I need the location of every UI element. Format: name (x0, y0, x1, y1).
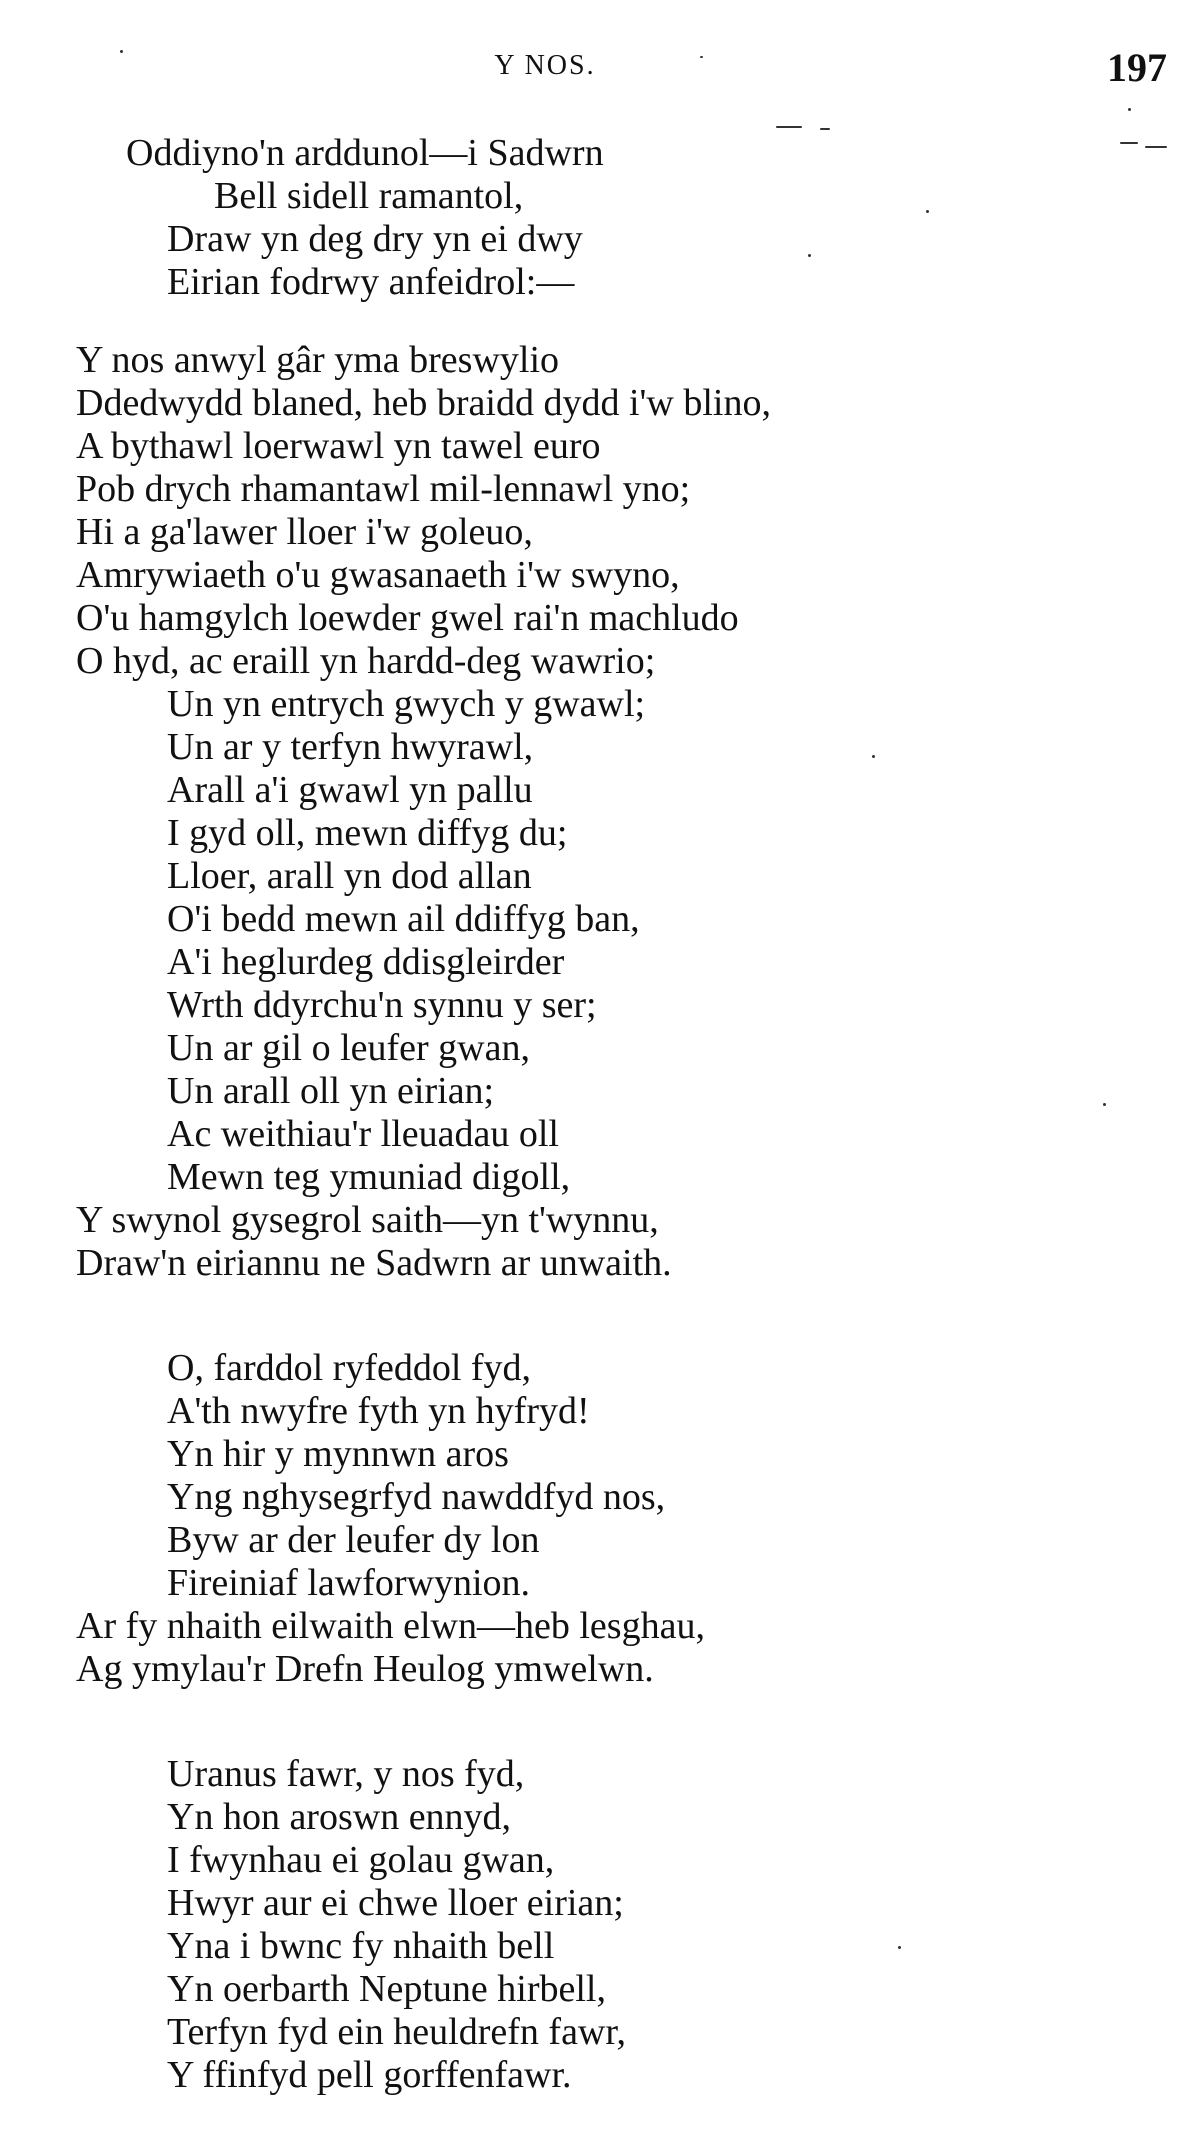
verse-line: I fwynhau ei golau gwan, (167, 1839, 555, 1881)
verse-line: Y nos anwyl gâr yma breswylio (76, 339, 559, 381)
verse-line: Un arall oll yn eirian; (167, 1070, 495, 1112)
verse-line: Byw ar der leufer dy lon (167, 1519, 540, 1561)
verse-line: Un ar y terfyn hwyrawl, (167, 726, 534, 768)
verse-line: Y ffinfyd pell gorffenfawr. (167, 2054, 572, 2096)
verse-line: O hyd, ac eraill yn hardd-deg wawrio; (76, 640, 656, 682)
scan-speck (700, 56, 703, 58)
verse-line: Yn hon aroswn ennyd, (167, 1796, 512, 1838)
verse-line: Bell sidell ramantol, (214, 175, 524, 217)
scan-speck (120, 50, 123, 53)
verse-line: Y swynol gysegrol saith—yn t'wynnu, (76, 1199, 659, 1241)
verse-line: O'i bedd mewn ail ddiffyg ban, (167, 898, 640, 940)
running-title: Y NOS. (494, 50, 596, 81)
verse-line: Yna i bwnc fy nhaith bell (167, 1925, 555, 1967)
verse-line: Ag ymylau'r Drefn Heulog ymwelwn. (76, 1648, 654, 1690)
verse-line: Hwyr aur ei chwe lloer eirian; (167, 1882, 624, 1924)
verse-line: Pob drych rhamantawl mil-lennawl yno; (76, 468, 691, 510)
verse-line: Draw'n eiriannu ne Sadwrn ar unwaith. (76, 1242, 672, 1284)
page-header (0, 44, 1197, 94)
verse-line: Yn hir y mynnwn aros (167, 1433, 509, 1475)
verse-line: A'th nwyfre fyth yn hyfryd! (167, 1390, 590, 1432)
verse-line: A'i heglurdeg ddisgleirder (167, 941, 565, 983)
scan-speck (808, 254, 811, 257)
verse-line: Lloer, arall yn dod allan (167, 855, 532, 897)
verse-line: Wrth ddyrchu'n synnu y ser; (167, 984, 597, 1026)
verse-line: Eirian fodrwy anfeidrol:— (167, 261, 575, 303)
verse-line: Mewn teg ymuniad digoll, (167, 1156, 571, 1198)
verse-line: Un ar gil o leufer gwan, (167, 1027, 530, 1069)
scan-speck (1145, 146, 1167, 148)
scan-speck (1128, 108, 1131, 111)
verse-line: O'u hamgylch loewder gwel rai'n machludo (76, 597, 739, 639)
verse-line: Yng nghysegrfyd nawddfyd nos, (167, 1476, 666, 1518)
verse-line: Hi a ga'lawer lloer i'w goleuo, (76, 511, 533, 553)
scan-speck (872, 755, 875, 758)
verse-line: Uranus fawr, y nos fyd, (167, 1753, 525, 1795)
verse-line: O, farddol ryfeddol fyd, (167, 1347, 532, 1389)
verse-line: Yn oerbarth Neptune hirbell, (167, 1968, 606, 2010)
verse-line: Un yn entrych gwych y gwawl; (167, 683, 646, 725)
scan-speck (1103, 1103, 1106, 1106)
verse-line: Ddedwydd blaned, heb braidd dydd i'w blino, (76, 382, 771, 424)
scan-speck (926, 210, 929, 213)
scan-speck (776, 126, 802, 128)
verse-line: A bythawl loerwawl yn tawel euro (76, 425, 601, 467)
scan-speck (898, 1946, 901, 1949)
verse-line: Amrywiaeth o'u gwasanaeth i'w swyno, (76, 554, 680, 596)
verse-line: Terfyn fyd ein heuldrefn fawr, (167, 2011, 627, 2053)
verse-line: Draw yn deg dry yn ei dwy (167, 218, 583, 260)
scan-speck (820, 128, 830, 130)
verse-line: Arall a'i gwawl yn pallu (167, 769, 533, 811)
verse-line: Ac weithiau'r lleuadau oll (167, 1113, 559, 1155)
verse-line: Oddiyno'n arddunol—i Sadwrn (126, 132, 604, 174)
page-number: 197 (1107, 45, 1167, 90)
verse-line: Fireiniaf lawforwynion. (167, 1562, 531, 1604)
scan-speck (1120, 142, 1138, 144)
verse-line: Ar fy nhaith eilwaith elwn—heb lesghau, (76, 1605, 705, 1647)
verse-line: I gyd oll, mewn diffyg du; (167, 812, 568, 854)
